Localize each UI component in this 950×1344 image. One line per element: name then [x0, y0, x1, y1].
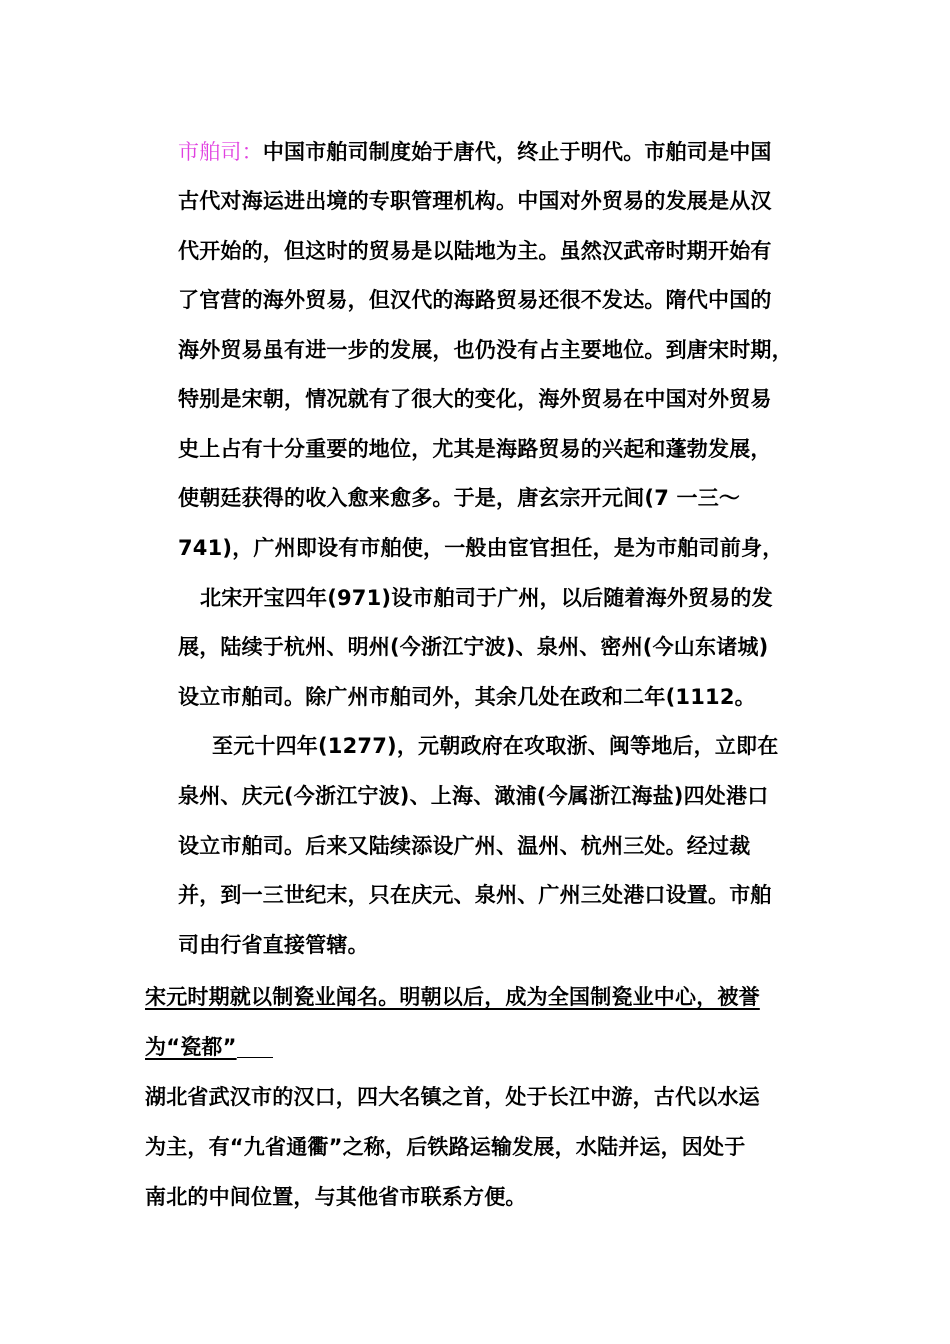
para3-line-1: 至元十四年(1277)，元朝政府在攻取浙、闽等地后，立即在 [212, 734, 779, 758]
para1-line-7: 史上占有十分重要的地位，尤其是海路贸易的兴起和蓬勃发展， [178, 437, 772, 461]
para4-line-1 [145, 982, 760, 1012]
para4-line-2 [145, 1032, 273, 1062]
para5-line-2: 为主，有“九省通衢”之称，后铁路运输发展，水陆并运，因处于 [145, 1135, 746, 1159]
para1-line-9: 741)，广州即设有市舶使，一般由宦官担任，是为市舶司前身， [178, 536, 784, 560]
para2-line-2: 展，陆续于杭州、明州(今浙江宁波)、泉州、密州(今山东诸城) [178, 635, 769, 659]
para4-line-1-text: 宋元时期就以制瓷业闻名。明朝以后，成为全国制瓷业中心，被誉 [145, 985, 760, 1009]
para3-line-5: 司由行省直接管辖。 [178, 933, 369, 957]
para2-line-1: 北宋开宝四年(971)设市舶司于广州，以后随着海外贸易的发 [200, 586, 773, 610]
underline-trailing-space [237, 1056, 273, 1058]
para1-line-5: 海外贸易虽有进一步的发展，也仍没有占主要地位。到唐宋时期， [178, 338, 793, 362]
para5-line-3: 南北的中间位置，与其他省市联系方便。 [145, 1185, 527, 1209]
para3-line-3: 设立市舶司。后来又陆续添设广州、温州、杭州三处。经过裁 [178, 834, 751, 858]
para1-line-2: 古代对海运进出境的专职管理机构。中国对外贸易的发展是从汉 [178, 189, 772, 213]
para1-line-1 [178, 137, 772, 167]
para1-line-8: 使朝廷获得的收入愈来愈多。于是，唐玄宗开元间(7 一三～ [178, 486, 741, 510]
para1-line-6: 特别是宋朝，情况就有了很大的变化，海外贸易在中国对外贸易 [178, 387, 772, 411]
para3-line-4: 并，到一三世纪末，只在庆元、泉州、广州三处港口设置。市舶 [178, 883, 772, 907]
para2-line-3: 设立市舶司。除广州市舶司外，其余几处在政和二年(1112。 [178, 685, 756, 709]
para1-line-3: 代开始的，但这时的贸易是以陆地为主。虽然汉武帝时期开始有 [178, 239, 772, 263]
para1-line-1-text: 中国市舶司制度始于唐代，终止于明代。市舶司是中国 [262, 140, 772, 164]
para1-line-4: 了官营的海外贸易，但汉代的海路贸易还很不发达。隋代中国的 [178, 288, 772, 312]
term-label: 市舶司： [178, 140, 263, 164]
para5-line-1: 湖北省武汉市的汉口，四大名镇之首，处于长江中游，古代以水运 [145, 1085, 760, 1109]
para4-line-2-text: 为“瓷都” [145, 1035, 237, 1059]
para3-line-2: 泉州、庆元(今浙江宁波)、上海、澉浦(今属浙江海盐)四处港口 [178, 784, 769, 808]
